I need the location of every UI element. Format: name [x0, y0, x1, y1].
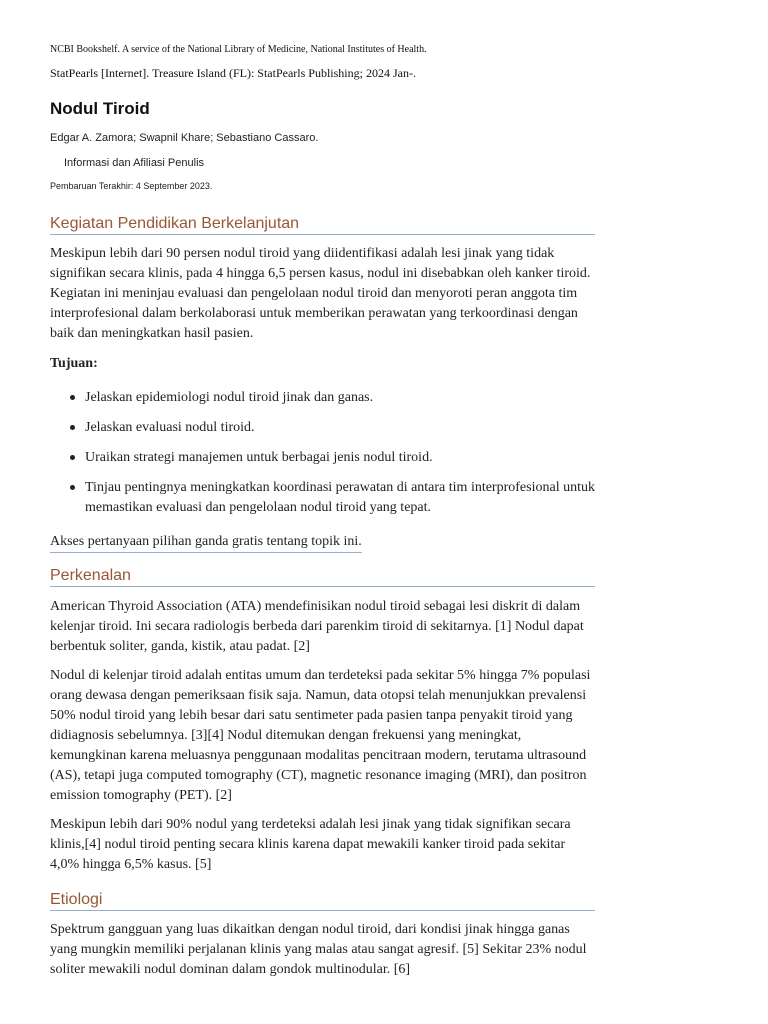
section-heading-etiology: Etiologi [50, 890, 595, 911]
bullet-icon [70, 485, 75, 490]
list-item: Jelaskan epidemiologi nodul tiroid jinak dan ganas. [50, 388, 595, 408]
etiology-paragraph-1: Spektrum gangguan yang luas dikaitkan dengan nodul tiroid, dari kondisi jinak hingga ganas yang mungkin memiliki perjalanan klinis yang malas atau sangat agresif. [5] Sekitar 23% nodul soliter mewakili nodul dominan dalam gondok multinodular. [6] [50, 922, 587, 977]
last-updated: Pembaruan Terakhir: 4 September 2023. [50, 181, 213, 191]
page-title: Nodul Tiroid [50, 99, 150, 118]
authors: Edgar A. Zamora; Swapnil Khare; Sebastiano Cassaro. [50, 132, 319, 144]
cme-paragraph: Meskipun lebih dari 90 persen nodul tiroid yang diidentifikasi adalah lesi jinak yang tidak signifikan secara klinis, pada 4 hingga 6,5 persen kasus, nodul ini disebabkan oleh kanker tiroid. Kegiatan ini meninjau evaluasi dan pengelolaan nodul tiroid dan menyoroti peran anggota tim interprofesional dalam berkolaborasi untuk memberikan perawatan yang terkoordinasi dengan baik dan meningkatkan hasil pasien. [50, 246, 591, 341]
objectives-list [50, 388, 595, 528]
bullet-icon [70, 395, 75, 400]
intro-paragraph-3: Meskipun lebih dari 90% nodul yang terdeteksi adalah lesi jinak yang tidak signifikan secara klinis,[4] nodul tiroid penting secara klinis karena dapat mewakili kanker tiroid pada sekitar 4,0% hingga 6,5% kasus. [5] [50, 817, 571, 872]
author-info-link[interactable]: Informasi dan Afiliasi Penulis [64, 157, 205, 169]
list-item: Tinjau pentingnya meningkatkan koordinasi perawatan di antara tim interprofesional untuk memastikan evaluasi dan pengelolaan nodul tiroid yang tepat. [50, 478, 595, 518]
list-item: Jelaskan evaluasi nodul tiroid. [50, 418, 595, 438]
list-item: Uraikan strategi manajemen untuk berbagai jenis nodul tiroid. [50, 448, 595, 468]
objectives-label: Tujuan: [50, 356, 98, 371]
bullet-icon [70, 425, 75, 430]
publisher-line: StatPearls [Internet]. Treasure Island (FL): StatPearls Publishing; 2024 Jan-. [50, 66, 416, 80]
intro-paragraph-1: American Thyroid Association (ATA) mendefinisikan nodul tiroid sebagai lesi diskrit di dalam kelenjar tiroid. Ini secara radiologis berbeda dari parenkim tiroid di sekitarnya. [1] Nodul dapat berbentuk soliter, ganda, kistik, atau padat. [2] [50, 599, 584, 654]
section-heading-cme: Kegiatan Pendidikan Berkelanjutan [50, 214, 595, 235]
bullet-icon [70, 455, 75, 460]
ncbi-header: NCBI Bookshelf. A service of the National Library of Medicine, National Institutes of Health. [50, 44, 427, 55]
intro-paragraph-2: Nodul di kelenjar tiroid adalah entitas umum dan terdeteksi pada sekitar 5% hingga 7% populasi orang dewasa dengan pemeriksaan fisik saja. Namun, data otopsi telah menunjukkan prevalensi 50% nodul tiroid yang lebih besar dari satu sentimeter pada pasien tanpa penyakit tiroid yang didiagnosis sebelumnya. [3][4] Nodul ditemukan dengan frekuensi yang meningkat, kemungkinan karena meluasnya penggunaan modalitas pencitraan modern, terutama ultrasound (AS), tetapi juga computed tomography (CT), magnetic resonance imaging (MRI), dan positron emission tomography (PET). [2] [50, 668, 591, 803]
section-heading-intro: Perkenalan [50, 566, 595, 587]
mcq-link[interactable]: Akses pertanyaan pilihan ganda gratis tentang topik ini. [50, 532, 362, 553]
